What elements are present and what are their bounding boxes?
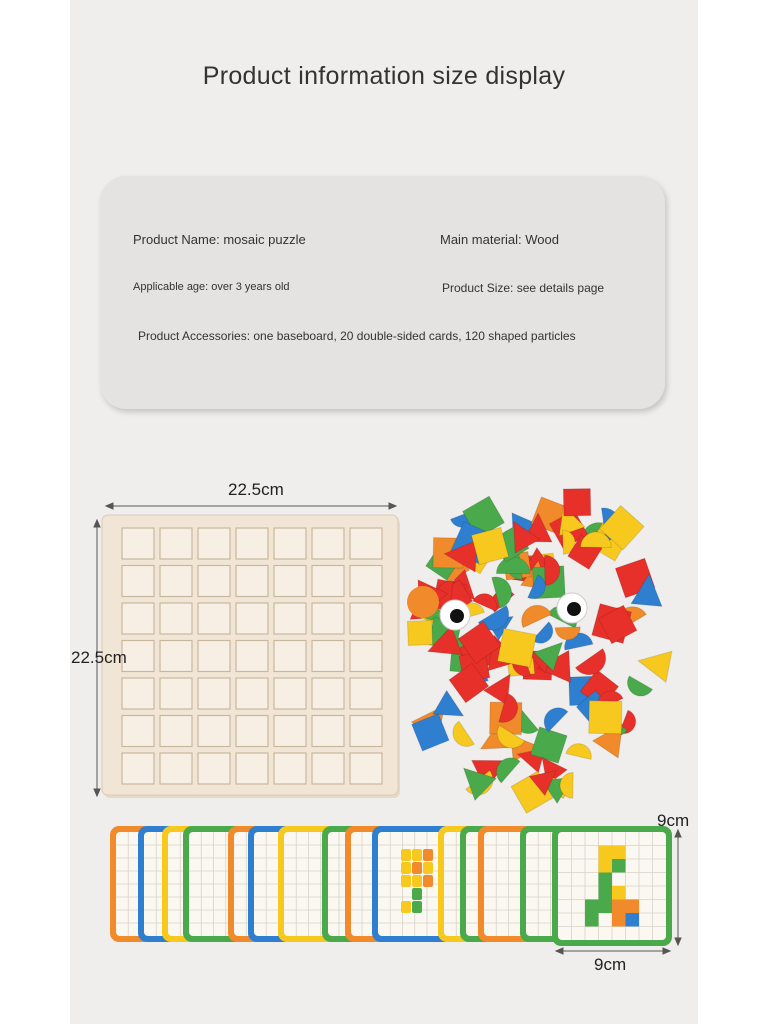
card-width-label: 9cm [594,955,627,974]
board-cell [312,528,344,559]
front-card-pattern-piece [612,886,626,900]
board-cell [198,603,230,634]
front-card-pattern-piece [599,900,613,914]
front-card-pattern-piece [585,913,599,927]
board-cell [198,753,230,784]
middle-card-pattern-piece [423,849,433,861]
board-cell [160,566,192,597]
board-cell [198,678,230,709]
board-cell [160,641,192,672]
board-cell [122,528,154,559]
middle-card-pattern-piece [412,849,422,861]
middle-card-pattern-piece [412,875,422,887]
board-cell [198,566,230,597]
front-card-pattern-piece [585,900,599,914]
board-cell [122,716,154,747]
accessories-text: Product Accessories: one baseboard, 20 double-sided cards, 120 shaped particles [138,329,576,343]
board-cell [236,566,268,597]
board-cell [160,603,192,634]
middle-card-pattern-piece [401,849,411,861]
front-card-pattern-piece [599,886,613,900]
wooden-baseboard [102,515,400,798]
board-cell [312,641,344,672]
board-cell [274,753,306,784]
board-height-label: 22.5cm [71,648,127,667]
middle-card-pattern-piece [401,901,411,913]
board-cell [312,603,344,634]
board-cell [236,641,268,672]
board-cell [274,716,306,747]
front-card-pattern-piece [612,913,626,927]
front-card-pattern-piece [626,900,640,914]
board-cell [274,566,306,597]
square-piece [563,489,590,516]
board-cell [236,753,268,784]
board-cell [122,566,154,597]
card-width-dimension-line [556,948,670,954]
main-material-text: Main material: Wood [440,232,559,247]
front-card-pattern-piece [599,846,613,860]
pattern-cards-row [110,826,672,946]
board-cell [274,603,306,634]
triangle-piece [635,645,672,682]
board-cell [122,753,154,784]
board-cell [350,753,382,784]
half-circle-piece [623,676,653,701]
board-cell [350,716,382,747]
square-piece [497,628,536,667]
board-cell [160,678,192,709]
half-circle-piece [447,721,474,752]
board-cell [160,716,192,747]
front-card-pattern-piece [626,913,640,927]
middle-card-pattern-piece [401,862,411,874]
board-cell [350,678,382,709]
board-cell [122,603,154,634]
middle-card-pattern-piece [412,901,422,913]
board-cell [198,641,230,672]
half-circle-piece [516,600,551,627]
circle-piece [407,586,439,618]
square-piece [589,701,622,734]
square-piece [407,620,432,645]
board-cell [350,641,382,672]
front-card-pattern-piece [612,859,626,873]
board-cell [122,641,154,672]
board-cell [350,528,382,559]
board-cell [312,716,344,747]
applicable-age-text: Applicable age: over 3 years old [133,281,290,293]
page-title: Product information size display [202,62,566,90]
board-cell [312,753,344,784]
board-cell [198,716,230,747]
board-width-label: 22.5cm [228,480,284,499]
middle-card-pattern-piece [423,862,433,874]
eye-pupil [450,609,464,623]
eye-pupil [567,602,581,616]
board-cell [236,716,268,747]
board-cell [160,753,192,784]
front-card-pattern-piece [599,873,613,887]
board-cell [236,678,268,709]
board-cell [160,528,192,559]
board-cell [122,678,154,709]
board-cell [274,678,306,709]
middle-card-pattern-piece [412,862,422,874]
board-cell [274,528,306,559]
card-height-dimension-line [675,830,681,945]
middle-card-pattern-piece [423,875,433,887]
board-width-dimension-line [106,503,396,509]
card-height-label: 9cm [657,811,690,830]
half-circle-piece [566,741,594,759]
board-cell [198,528,230,559]
product-size-text: Product Size: see details page [442,281,605,295]
board-cell [274,641,306,672]
board-cell [236,603,268,634]
board-cell [236,528,268,559]
board-cell [312,678,344,709]
middle-card-pattern-piece [412,888,422,900]
board-cell [350,566,382,597]
shape-particles-pile [404,489,672,814]
product-name-text: Product Name: mosaic puzzle [133,232,306,247]
front-card-pattern-piece [612,900,626,914]
front-card-pattern-piece [599,859,613,873]
middle-card-pattern-piece [401,875,411,887]
board-cell [312,566,344,597]
front-card-pattern-piece [612,846,626,860]
board-cell [350,603,382,634]
